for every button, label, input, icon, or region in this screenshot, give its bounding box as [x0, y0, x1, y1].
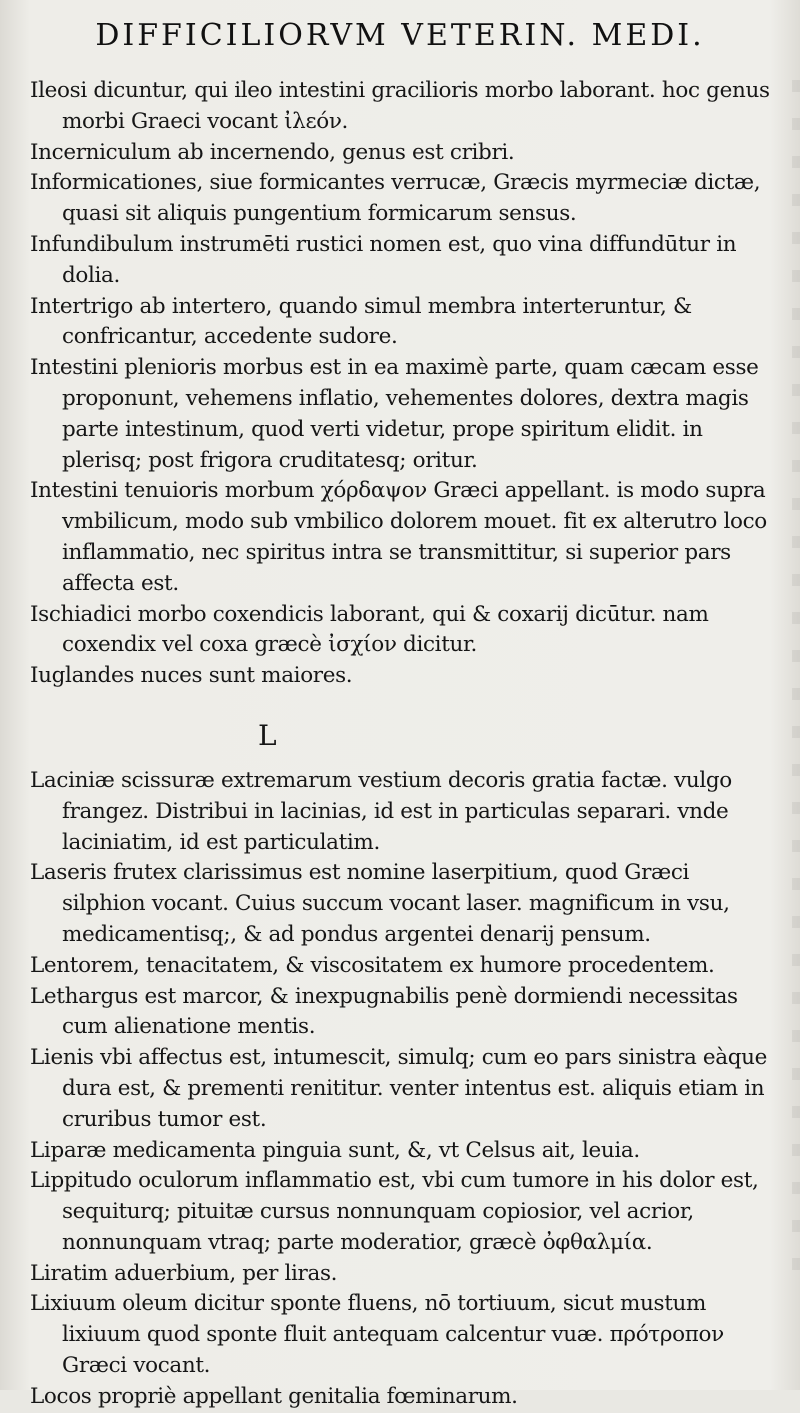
glossary-entry-laseris: Laseris frutex clarissimus est nomine laserpitium, quod Græci silphion vocant. Cuius succum vocant laser. magnificum in vsu, medicamentisq;, & ad pondus argentei denarij pensum.	[30, 860, 730, 947]
glossary-entries	[30, 76, 778, 1413]
glossary-entry-informicationes: Informicationes, siue formicantes verrucæ, Græcis myrmeciæ dictæ, quasi sit aliquis pungentium formicarum sensus.	[30, 170, 761, 227]
glossary-entry-ischiadici: Ischiadici morbo coxendicis laborant, qui & coxarij dicūtur. nam coxendix vel coxa græcè ἰσχίον dicitur.	[30, 601, 709, 658]
glossary-entry-locos: Locos propriè appellant genitalia fœminarum.	[30, 1383, 518, 1409]
glossary-entry-lippitudo: Lippitudo oculorum inflammatio est, vbi cum tumore in his dolor est, sequiturq; pituitæ cursus nonnunquam copiosior, vel acrior, nonnunquam vtraq; parte moderatior, græcè ὀφθαλμία.	[30, 1168, 759, 1255]
glossary-entry-lethargus: Lethargus est marcor, & inexpugnabilis penè dormiendi necessitas cum alienatione mentis.	[30, 983, 738, 1040]
glossary-entry-intestini-plenioris: Intestini plenioris morbus est in ea maximè parte, quam cæcam esse proponunt, vehemens inflatio, vehementes dolores, dextra magis parte intestinum, quod verti videtur, prope spiritum elidit. in plerisq; post frigora cruditatesq; oritur.	[30, 355, 759, 473]
glossary-entry-ileosi: Ileosi dicuntur, qui ileo intestini gracilioris morbo laborant. hoc genus morbi Graeci vocant ἰλεόν.	[30, 78, 770, 134]
glossary-entry-liratim: Liratim aduerbium, per liras.	[30, 1260, 338, 1286]
page-edge-shadow	[792, 80, 800, 1280]
section-letter-heading: L	[258, 718, 278, 752]
glossary-entry-incerniculum: Incerniculum ab incernendo, genus est cribri.	[30, 139, 515, 165]
glossary-entry-lentorem: Lentorem, tenacitatem, & viscositatem ex humore procedentem.	[30, 952, 715, 978]
glossary-entry-infundibulum: Infundibulum instrumēti rustici nomen est, quo vina diffundūtur in dolia.	[30, 231, 737, 288]
glossary-entry-liparae: Liparæ medicamenta pinguia sunt, &, vt Celsus ait, leuia.	[30, 1137, 640, 1163]
glossary-entry-intestini-tenuioris: Intestini tenuioris morbum χόρδαψον Græci appellant. is modo supra vmbilicum, modo sub vmbilico dolorem mouet. fit ex alterutro loco inflammatio, nec spiritus intra se transmittitur, si superior pars affecta est.	[30, 478, 767, 596]
glossary-entry-iuglandes: Iuglandes nuces sunt maiores.	[30, 663, 353, 689]
glossary-entry-intertrigo: Intertrigo ab intertero, quando simul membra interteruntur, & confricantur, accedente sudore.	[30, 293, 692, 350]
running-header: DIFFICILIORVM VETERIN. MEDI.	[95, 18, 705, 53]
glossary-entry-lixiuum: Lixiuum oleum dicitur sponte fluens, nō tortiuum, sicut mustum lixiuum quod sponte fluit antequam calcentur vuæ. πρότροπον Græci vocant.	[30, 1291, 724, 1379]
glossary-entry-lienis: Lienis vbi affectus est, intumescit, simulq; cum eo pars sinistra eàque dura est, & prementi renititur. venter intentus est. aliquis etiam in cruribus tumor est.	[30, 1045, 768, 1132]
glossary-entry-laciniae: Laciniæ scissuræ extremarum vestium decoris gratia factæ. vulgo frangez. Distribui in lacinias, id est in particulas separari. vnde laciniatim, id est particulatim.	[30, 767, 732, 855]
